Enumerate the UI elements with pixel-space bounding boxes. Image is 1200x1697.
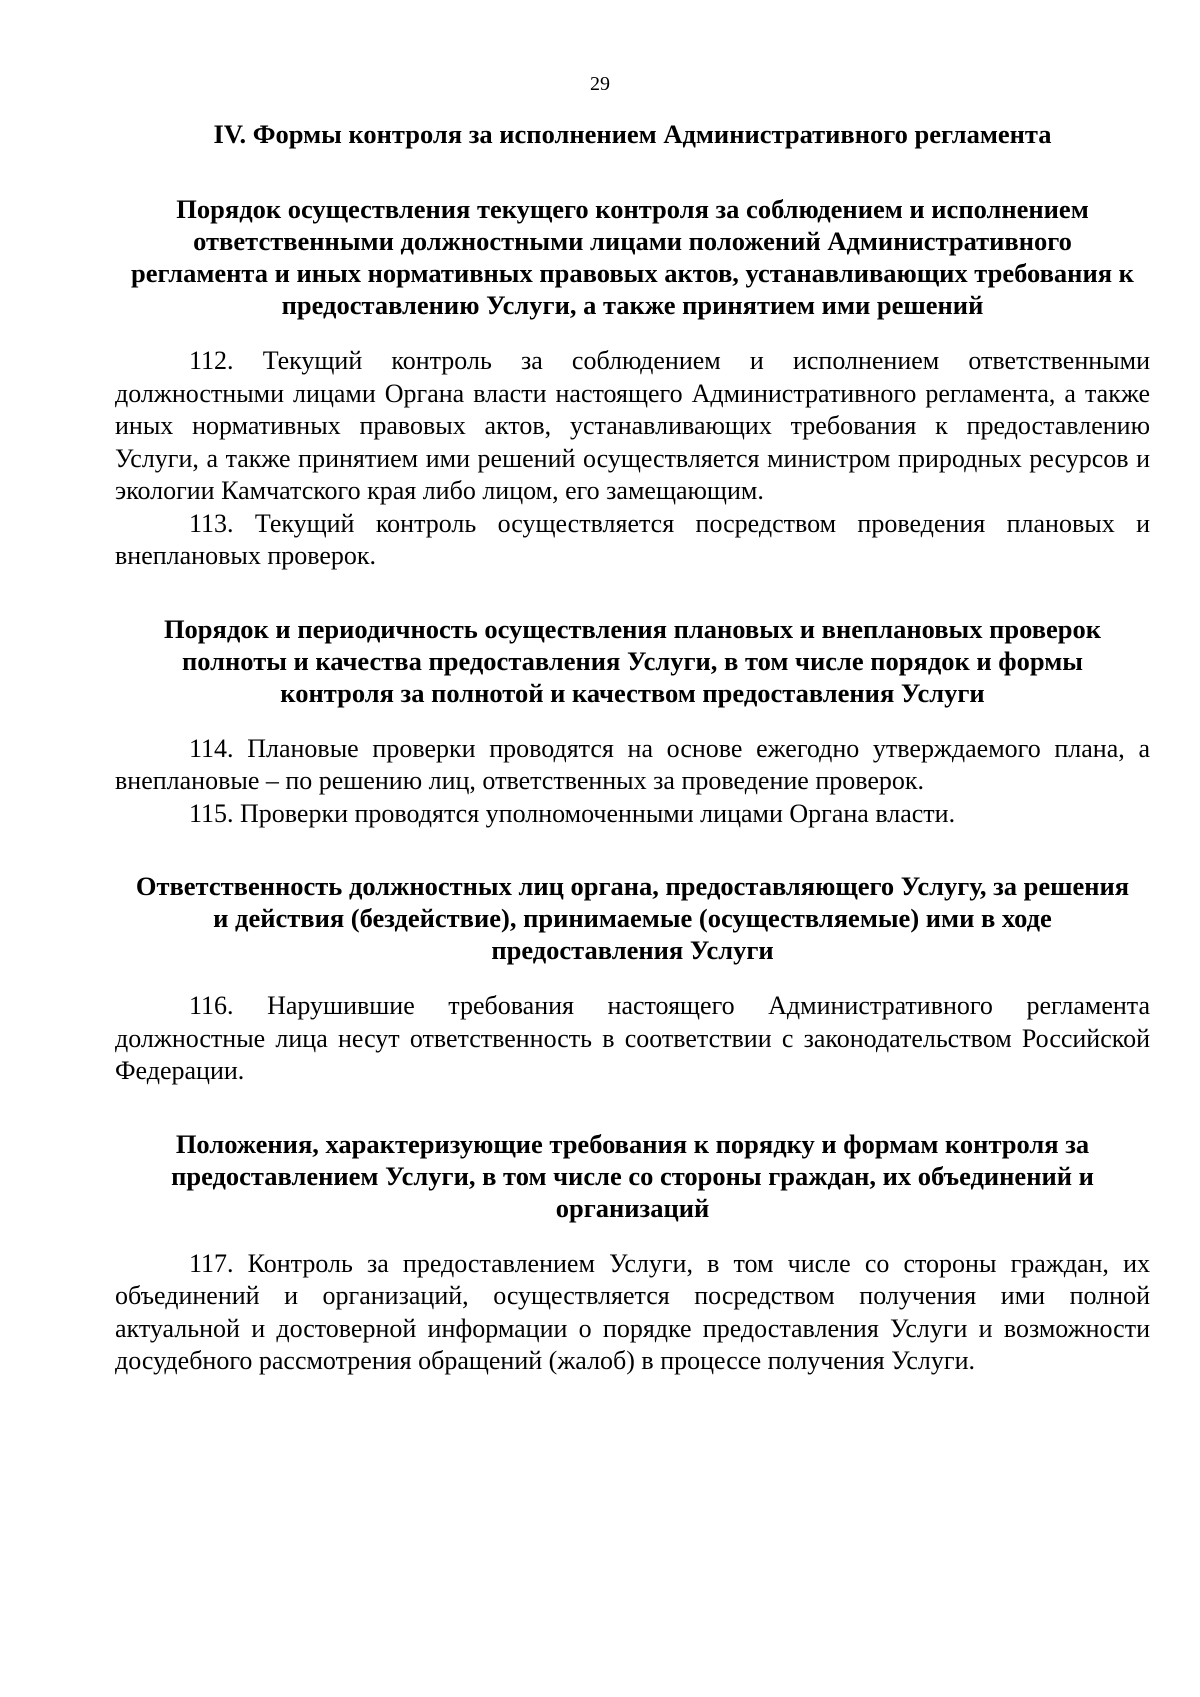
section-public-control: [115, 1128, 1150, 1378]
paragraph-113: 113. Текущий контроль осуществляется посредством проведения плановых и внеплановых проверок.: [115, 508, 1150, 570]
section-current-control: [115, 193, 1150, 573]
section-inspections: [115, 613, 1150, 831]
page-number: 29: [590, 73, 610, 95]
section-title: Положения, характеризующие требования к порядку и формам контроля за предоставлением Услуги, в том числе со стороны граждан, их объединений и организаций: [171, 1128, 1094, 1223]
section-title: Ответственность должностных лиц органа, предоставляющего Услугу, за решения и действия (бездействие), принимаемые (осуществляемые) ими в ходе предоставления Услуги: [135, 871, 1130, 965]
paragraph-114: 114. Плановые проверки проводятся на основе ежегодно утверждаемого плана, а внеплановые – по решению лиц, ответственных за проведение проверок.: [115, 733, 1150, 795]
paragraph-112: 112. Текущий контроль за соблюдением и исполнением ответственными должностными лицами Органа власти настоящего Административного регламента, а также иных нормативных правовых актов, устанавливающих требования к предоставлению Услуги, а также принятием ими решений осуществляется министром природных ресурсов и экологии Камчатского края либо лицом, его замещающим.: [115, 346, 1150, 505]
paragraph-117: 117. Контроль за предоставлением Услуги, в том числе со стороны граждан, их объединений и организаций, осуществляется посредством получения ими полной актуальной и достоверной информации о порядке предоставления Услуги и возможности досудебного рассмотрения обращений (жалоб) в процессе получения Услуги.: [115, 1248, 1150, 1375]
chapter-title: IV. Формы контроля за исполнением Административного регламента: [213, 119, 1052, 149]
paragraph-115: 115. Проверки проводятся уполномоченными лицами Органа власти.: [189, 798, 956, 828]
section-title: Порядок и периодичность осуществления плановых и внеплановых проверок полноты и качества предоставления Услуги, в том числе порядок и формы контроля за полнотой и качеством предоставления Услуги: [163, 613, 1102, 708]
document-content: [115, 118, 1150, 1418]
section-responsibility: [115, 870, 1150, 1088]
paragraph-116: 116. Нарушившие требования настоящего Административного регламента должностные лица несут ответственность в соответствии с законодательством Российской Федерации.: [115, 991, 1150, 1085]
section-title: Порядок осуществления текущего контроля за соблюдением и исполнением ответственными должностными лицами положений Административного регламента и иных нормативных правовых актов, устанавливающих требования к предоставлению Услуги, а также принятием ими решений: [131, 194, 1134, 320]
